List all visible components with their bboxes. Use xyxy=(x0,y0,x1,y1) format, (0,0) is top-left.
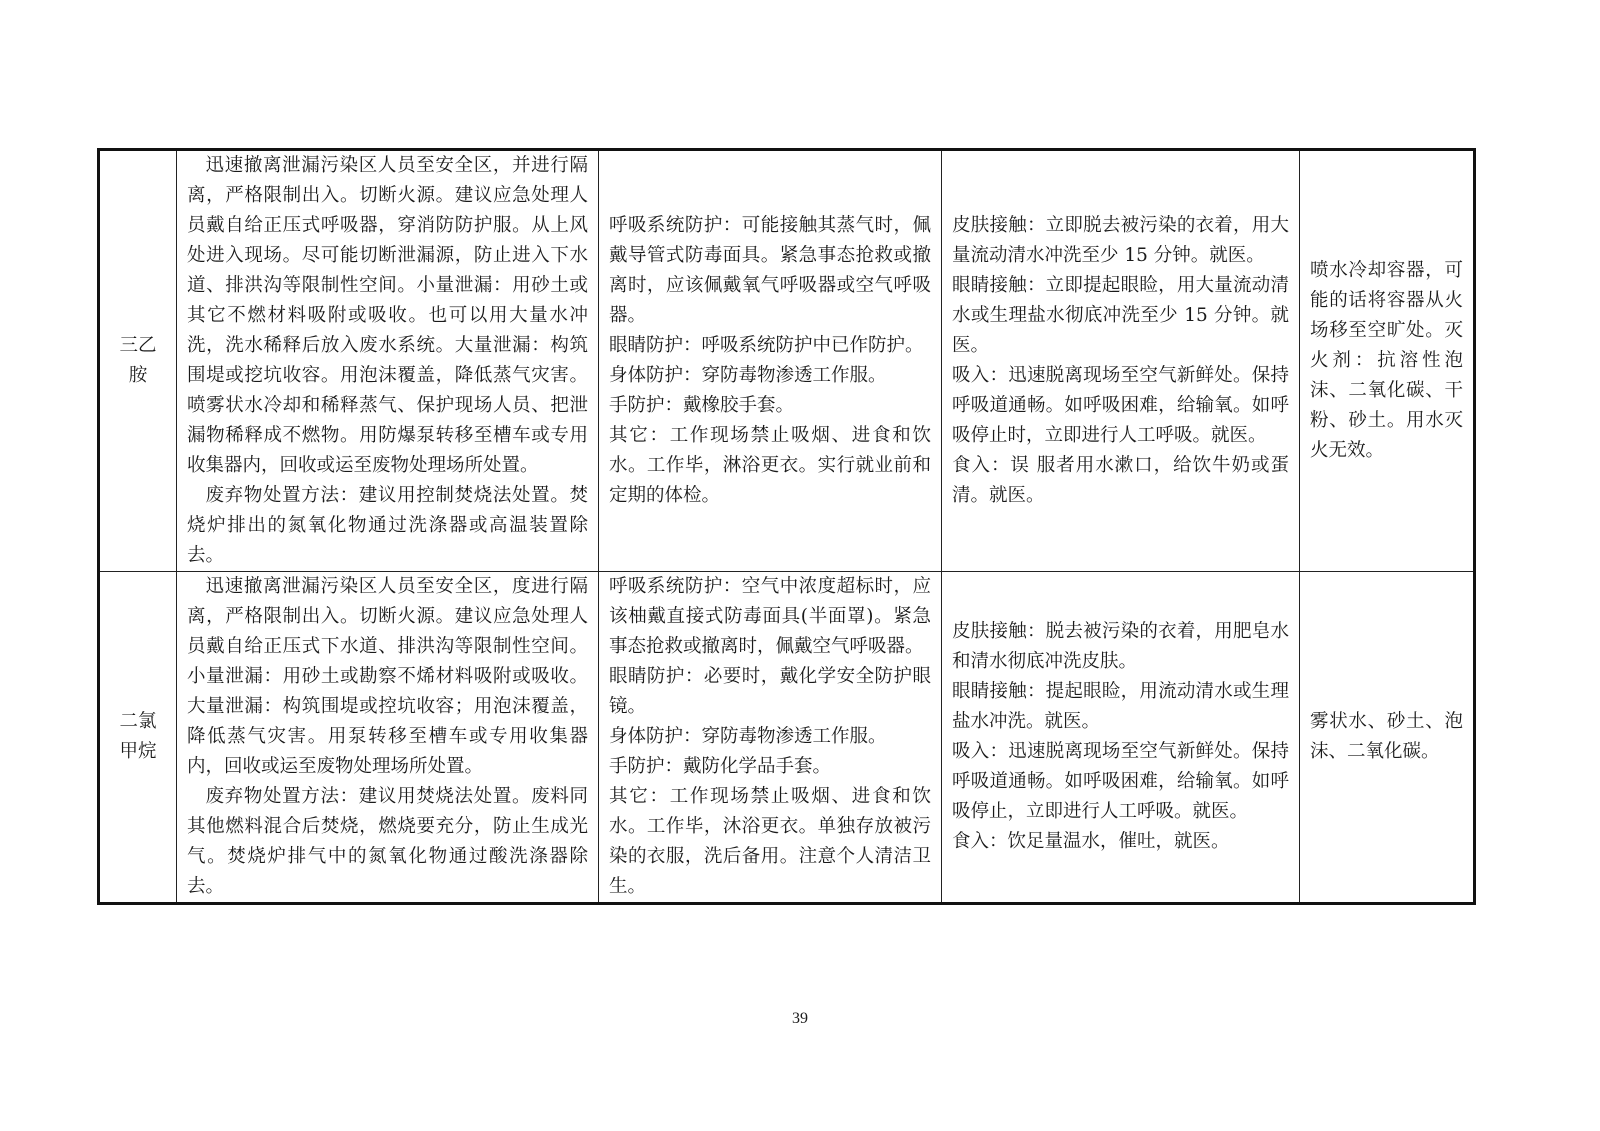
first-aid-cell xyxy=(942,572,1300,904)
fire-fighting-text: 喷水冷却容器，可能的话将容器从火场移至空旷处。灭火剂：抗溶性泡沫、二氧化碳、干粉、砂土。用水灭火无效。 xyxy=(1310,260,1463,461)
chemical-name-line: 二氯 xyxy=(119,711,157,732)
first-aid-item: 食入：饮足量温水，催吐，就医。 xyxy=(952,831,1230,852)
first-aid-cell xyxy=(942,150,1300,572)
chemical-name-line: 三乙 xyxy=(119,335,157,356)
page-number: 39 xyxy=(792,1010,808,1027)
protection-cell xyxy=(599,150,942,572)
waste-disposal-paragraph: 废弃物处置方法：建议用控制焚烧法处置。焚烧炉排出的氮氧化物通过洗涤器或高温装置除去。 xyxy=(187,485,588,566)
chemical-name-cell xyxy=(99,150,177,572)
first-aid-item: 吸入：迅速脱离现场至空气新鲜处。保持呼吸道通畅。如呼吸困难，给输氧。如呼吸停止时，立即进行人工呼吸。就医。 xyxy=(952,365,1289,446)
waste-disposal-paragraph: 废弃物处置方法：建议用焚烧法处置。废料同其他燃料混合后焚烧，燃烧要充分，防止生成光气。焚烧炉排气中的氮氧化物通过酸洗涤器除去。 xyxy=(187,786,588,897)
leak-response-cell xyxy=(177,150,599,572)
protection-item: 身体防护：穿防毒物渗透工作服。 xyxy=(609,726,887,747)
protection-item: 其它：工作现场禁止吸烟、进食和饮水。工作毕，沐浴更衣。单独存放被污染的衣服，洗后备用。注意个人清洁卫生。 xyxy=(609,786,931,897)
protection-item: 手防护：戴橡胶手套。 xyxy=(609,395,795,416)
protection-item: 呼吸系统防护：空气中浓度超标时，应该柚戴直接式防毒面具(半面罩)。紧急事态抢救或撤离时，佩戴空气呼吸器。 xyxy=(609,576,931,657)
protection-item: 身体防护：穿防毒物渗透工作服。 xyxy=(609,365,887,386)
protection-item: 手防护：戴防化学品手套。 xyxy=(609,756,832,777)
leak-response-paragraph: 迅速撤离泄漏污染区人员至安全区，并进行隔离，严格限制出入。切断火源。建议应急处理人员戴自给正压式呼吸器，穿消防防护服。从上风处进入现场。尽可能切断泄漏源，防止进入下水道、排洪沟等限制性空间。小量泄漏：用砂土或其它不燃材料吸附或吸收。也可以用大量水冲洗，洗水稀释后放入废水系统。大量泄漏：构筑围堤或挖坑收容。用泡沫覆盖，降低蒸气灾害。喷雾状水冷却和稀释蒸气、保护现场人员、把泄漏物稀释成不燃物。用防爆泵转移至槽车或专用收集器内，回收或运至废物处理场所处置。 xyxy=(187,155,588,476)
chemical-emergency-table xyxy=(97,148,1476,905)
protection-item: 呼吸系统防护：可能接触其蒸气时，佩戴导管式防毒面具。紧急事态抢救或撤离时，应该佩戴氧气呼吸器或空气呼吸器。 xyxy=(609,215,931,326)
first-aid-item: 皮肤接触：立即脱去被污染的衣着，用大量流动清水冲洗至少 15 分钟。就医。 xyxy=(952,215,1289,266)
chemical-name-line: 甲烷 xyxy=(119,741,157,762)
protection-item: 眼睛防护：必要时，戴化学安全防护眼镜。 xyxy=(609,666,931,717)
fire-fighting-text: 雾状水、砂土、泡沫、二氧化碳。 xyxy=(1310,711,1463,762)
protection-cell xyxy=(599,572,942,904)
fire-fighting-cell xyxy=(1300,150,1475,572)
protection-item: 其它：工作现场禁止吸烟、进食和饮水。工作毕，淋浴更衣。实行就业前和定期的体检。 xyxy=(609,425,931,506)
leak-response-cell xyxy=(177,572,599,904)
leak-response-paragraph: 迅速撤离泄漏污染区人员至安全区，度进行隔离，严格限制出入。切断火源。建议应急处理人员戴自给正压式下水道、排洪沟等限制性空间。小量泄漏：用砂土或勘察不烯材料吸附或吸收。大量泄漏：构筑围堤或控坑收容；用泡沫覆盖，降低蒸气灾害。用泵转移至槽车或专用收集器内，回收或运至废物处理场所处置。 xyxy=(187,576,588,777)
table-row xyxy=(99,150,1475,572)
first-aid-item: 眼睛接触：提起眼睑，用流动清水或生理盐水冲洗。就医。 xyxy=(952,681,1289,732)
chemical-name-cell xyxy=(99,572,177,904)
chemical-name-line: 胺 xyxy=(128,365,148,386)
table-row xyxy=(99,572,1475,904)
first-aid-item: 吸入：迅速脱离现场至空气新鲜处。保持呼吸道通畅。如呼吸困难，给输氧。如呼吸停止，立即进行人工呼吸。就医。 xyxy=(952,741,1289,822)
protection-item: 眼睛防护：呼吸系统防护中已作防护。 xyxy=(609,335,924,356)
first-aid-item: 眼睛接触：立即提起眼睑，用大量流动清水或生理盐水彻底冲洗至少 15 分钟。就医。 xyxy=(952,275,1289,356)
first-aid-item: 皮肤接触：脱去被污染的衣着，用肥皂水和清水彻底冲洗皮肤。 xyxy=(952,621,1289,672)
fire-fighting-cell xyxy=(1300,572,1475,904)
first-aid-item: 食入：误 服者用水漱口，给饮牛奶或蛋清。就医。 xyxy=(952,455,1289,506)
